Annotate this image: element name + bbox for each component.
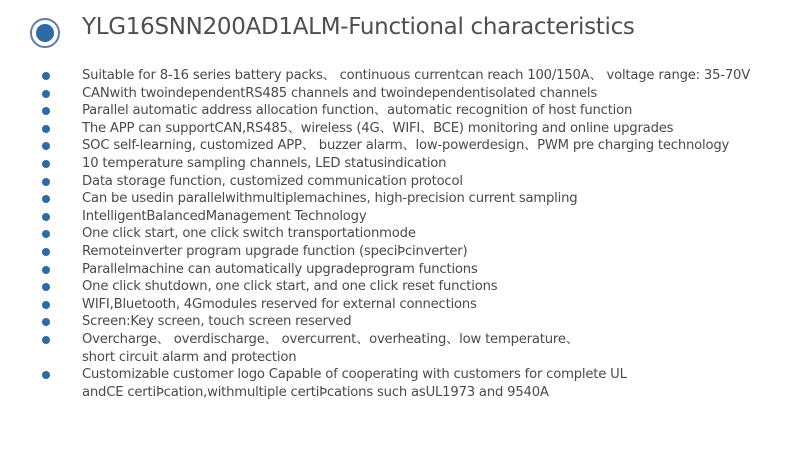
feature-text: CANwith twoindependentRS485 channels and twoindependentisolated channels	[82, 85, 598, 101]
bullet-icon	[42, 283, 50, 291]
feature-item	[0, 366, 804, 401]
bullet-icon	[42, 230, 50, 238]
bullet-icon	[42, 318, 50, 326]
feature-item	[0, 190, 804, 208]
feature-text: Parallel automatic address allocation function、automatic recognition of host function	[82, 103, 633, 119]
feature-text: One click start, one click switch transportationmode	[82, 226, 416, 242]
bullet-icon	[42, 142, 50, 150]
feature-item	[0, 278, 804, 296]
feature-text: Can be usedin parallelwithmultiplemachines, high-precision current sampling	[82, 191, 578, 207]
feature-text: Suitable for 8-16 series battery packs、 continuous currentcan reach 100/150A、 voltage range: 35-70V	[82, 68, 751, 83]
feature-text: IntelligentBalancedManagement Technology	[82, 208, 367, 224]
feature-text: SOC self-learning, customized APP、 buzzer alarm、low-powerdesign、PWM pre charging technology	[82, 138, 730, 154]
circle-bullet-icon	[30, 18, 60, 48]
feature-text: Customizable customer logo Capable of cooperating with customers for complete UL	[82, 367, 627, 383]
feature-item	[0, 243, 804, 261]
feature-text: Data storage function, customized communication protocol	[82, 173, 463, 189]
bullet-icon	[42, 107, 50, 115]
feature-item	[0, 173, 804, 191]
feature-text: WIFI,Bluetooth, 4Gmodules reserved for external connections	[82, 296, 477, 312]
bullet-icon	[42, 178, 50, 186]
bullet-icon	[42, 160, 50, 168]
feature-item	[0, 313, 804, 331]
feature-item	[0, 261, 804, 279]
feature-text: Remoteinverter program upgrade function (speciÞcinverter)	[82, 243, 468, 259]
bullet-icon	[42, 213, 50, 221]
feature-item	[0, 102, 804, 120]
feature-text: 10 temperature sampling channels, LED statusindication	[82, 155, 447, 171]
bullet-icon	[42, 90, 50, 98]
feature-text: Overcharge、 overdischarge、 overcurrent、overheating、low temperature、	[82, 331, 579, 347]
bullet-icon	[42, 266, 50, 274]
feature-list	[0, 67, 804, 401]
bullet-icon	[42, 301, 50, 309]
bullet-icon	[42, 336, 50, 344]
feature-text: Parallelmachine can automatically upgradeprogram functions	[82, 261, 478, 277]
feature-item	[0, 155, 804, 173]
feature-text-continued: andCE certiÞcation,withmultiple certiÞcations such asUL1973 and 9540A	[82, 384, 549, 400]
feature-text: The APP can supportCAN,RS485、wireless (4G、WIFI、BCE) monitoring and online upgrades	[82, 120, 674, 136]
feature-item	[0, 296, 804, 314]
page-title: YLG16SNN200AD1ALM-Functional characteristics	[82, 14, 635, 40]
feature-item	[0, 137, 804, 155]
bullet-icon	[42, 72, 50, 80]
feature-item	[0, 331, 804, 366]
feature-item	[0, 67, 804, 85]
feature-text-continued: short circuit alarm and protection	[82, 349, 297, 365]
feature-item	[0, 208, 804, 226]
feature-item	[0, 85, 804, 103]
bullet-icon	[42, 195, 50, 203]
bullet-icon	[42, 371, 50, 379]
feature-text: One click shutdown, one click start, and one click reset functions	[82, 279, 498, 295]
feature-item	[0, 225, 804, 243]
feature-text: Screen:Key screen, touch screen reserved	[82, 314, 352, 330]
feature-item	[0, 120, 804, 138]
bullet-icon	[42, 248, 50, 256]
bullet-icon	[42, 125, 50, 133]
